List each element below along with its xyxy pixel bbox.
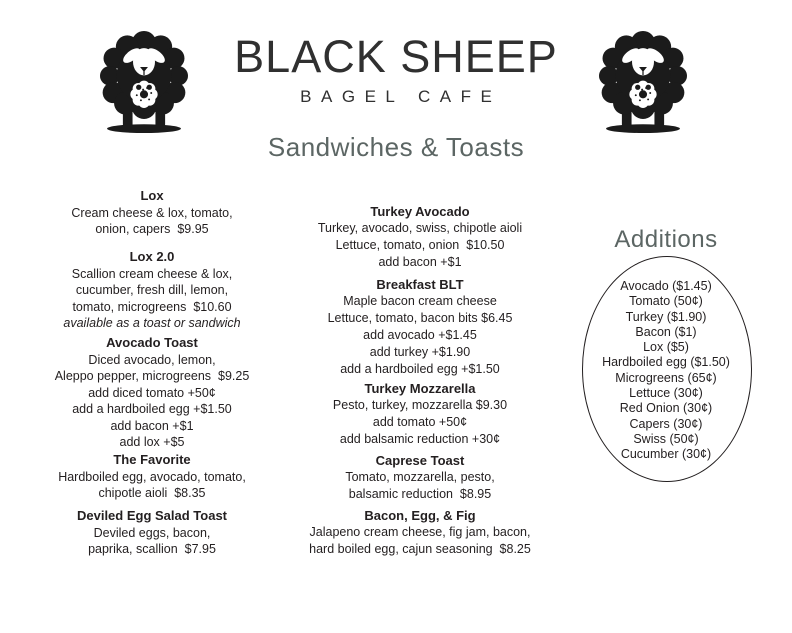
addition-item: Lox ($5)	[643, 340, 689, 355]
addition-item: Red Onion (30¢)	[619, 401, 713, 416]
menu-item-name: Avocado Toast	[106, 335, 198, 350]
menu-item-line: add bacon +$1	[378, 255, 462, 269]
additions-title: Additions	[614, 226, 718, 253]
menu-section	[288, 276, 552, 378]
menu-item-line: onion, capers $9.95	[95, 222, 209, 236]
addition-item: Microgreens (65¢)	[615, 370, 717, 385]
menu-item-line: Diced avocado, lemon,	[88, 352, 216, 367]
menu-item-line: Pesto, turkey, mozzarella $9.30	[332, 398, 508, 412]
addition-item: Tomato (50¢)	[629, 294, 703, 309]
menu-section	[22, 188, 282, 238]
menu-item-line: Aleppo pepper, microgreens $9.25	[54, 369, 250, 383]
menu-item-line: Turkey, avocado, swiss, chipotle aioli	[317, 221, 523, 235]
menu-item-line: Jalapeno cream cheese, fig jam, bacon,	[309, 525, 531, 539]
menu-item-line: Lettuce, tomato, bacon bits $6.45	[327, 311, 513, 325]
menu-item-name: Caprese Toast	[375, 453, 465, 468]
menu-section	[288, 452, 552, 503]
menu-item-name: Deviled Egg Salad Toast	[76, 508, 228, 523]
menu-item-line: tomato, microgreens $10.60	[72, 299, 232, 314]
addition-item: Lettuce (30¢)	[629, 386, 703, 401]
addition-item: Cucumber (30¢)	[620, 447, 712, 462]
menu-section	[22, 335, 282, 451]
addition-item: Bacon ($1)	[635, 324, 697, 339]
menu-section	[288, 507, 552, 558]
menu-item-line: add tomato +50¢	[372, 415, 468, 429]
menu-item-line: add turkey +$1.90	[369, 345, 471, 359]
menu-item-line: cucumber, fresh dill, lemon,	[75, 283, 229, 297]
menu-item-name: Lox 2.0	[129, 249, 175, 264]
addition-item: Capers (30¢)	[629, 416, 703, 431]
menu-item-line: add a hardboiled egg +$1.50	[340, 362, 500, 376]
menu-section	[22, 452, 282, 502]
brand-title: BLACK SHEEP	[234, 31, 558, 82]
menu-item-line: add bacon +$1	[110, 418, 194, 433]
menu-item-line: Maple bacon cream cheese	[343, 294, 497, 308]
menu-item-name: Turkey Avocado	[370, 204, 470, 219]
menu-item-line: add avocado +$1.45	[363, 328, 477, 342]
menu-item-line: paprika, scallion $7.95	[88, 542, 216, 556]
brand-subtitle: BAGEL CAFE	[300, 87, 502, 106]
addition-item: Swiss (50¢)	[633, 431, 699, 446]
additions-list	[580, 279, 752, 463]
menu-item-line: Cream cheese & lox, tomato,	[71, 205, 233, 220]
menu-item-name: Bacon, Egg, & Fig	[364, 508, 476, 523]
menu-item-line: Scallion cream cheese & lox,	[71, 266, 233, 281]
menu-item-line: balsamic reduction $8.95	[348, 487, 492, 501]
menu-item-name: Turkey Mozzarella	[364, 381, 476, 396]
menu-item-line: Lettuce, tomato, onion $10.50	[335, 238, 505, 252]
menu-section	[22, 249, 282, 332]
menu-item-line: Hardboiled egg, avocado, tomato,	[58, 469, 246, 484]
menu-item-note: available as a toast or sandwich	[63, 316, 241, 330]
menu-item-line: Deviled eggs, bacon,	[93, 525, 211, 540]
menu-item-line: add a hardboiled egg +$1.50	[72, 402, 232, 416]
menu-section	[22, 508, 282, 558]
menu-section	[288, 203, 552, 271]
menu-item-name: Lox	[140, 188, 164, 203]
menu-section	[288, 380, 552, 448]
addition-item: Avocado ($1.45)	[620, 279, 712, 293]
addition-item: Turkey ($1.90)	[625, 309, 707, 324]
addition-item: Hardboiled egg ($1.50)	[602, 355, 730, 370]
menu-item-name: Breakfast BLT	[376, 277, 464, 292]
page-title: Sandwiches & Toasts	[267, 132, 525, 162]
menu-item-line: chipotle aioli $8.35	[98, 486, 206, 500]
menu-item-line: Tomato, mozzarella, pesto,	[345, 470, 495, 484]
menu-item-line: add lox +$5	[119, 435, 185, 449]
menu-item-line: add balsamic reduction +30¢	[339, 432, 501, 446]
menu-item-line: add diced tomato +50¢	[88, 385, 216, 400]
menu-item-name: The Favorite	[113, 452, 191, 467]
menu-item-line: hard boiled egg, cajun seasoning $8.25	[309, 542, 531, 556]
